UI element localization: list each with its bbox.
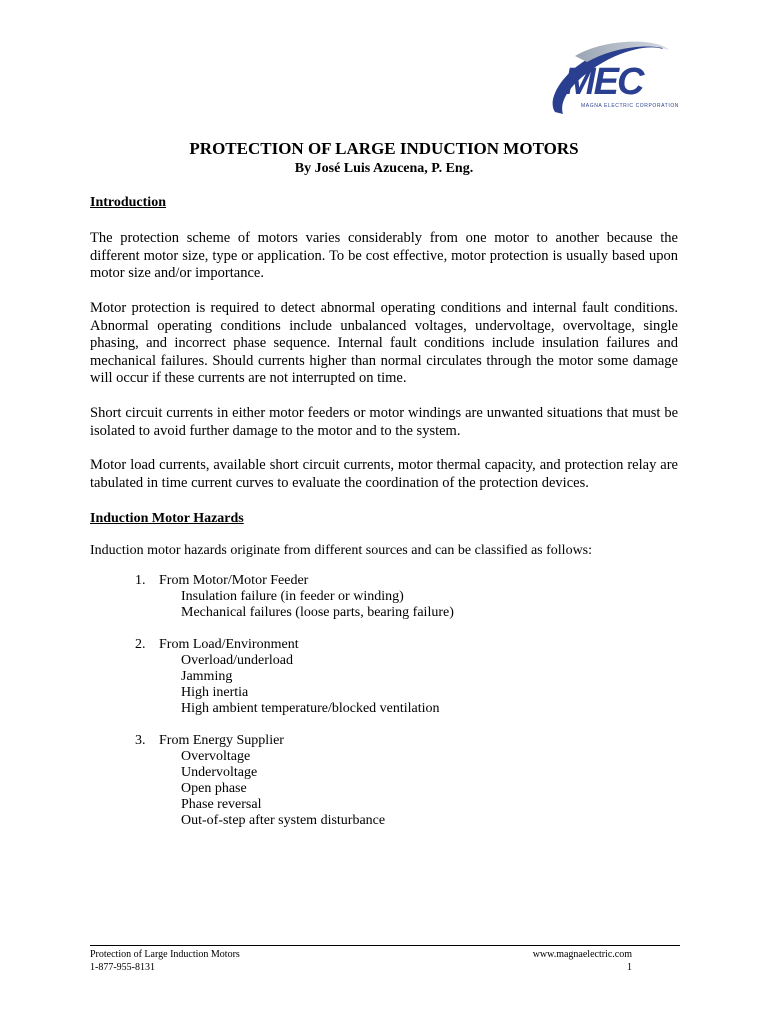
hazards-list <box>135 573 454 845</box>
introduction-heading: Introduction <box>90 195 166 210</box>
list-subitem: Overvoltage <box>181 749 251 764</box>
footer-phone: 1-877-955-8131 <box>90 962 155 973</box>
list-subitem: High inertia <box>181 685 249 700</box>
list-subitem: Open phase <box>181 781 247 796</box>
intro-paragraph-3: Short circuit currents in either motor feeders or motor windings are unwanted situations that must be isolated to avoid further damage to the motor and to the system. <box>90 405 678 439</box>
intro-paragraph-1: The protection scheme of motors varies considerably from one motor to another because the different motor size, type or application. To be cost effective, motor protection is usually based upon motor size and/or importance. <box>90 230 678 282</box>
list-subitem: Undervoltage <box>181 765 258 780</box>
list-label: From Energy Supplier <box>159 733 284 748</box>
list-item <box>135 573 454 621</box>
intro-paragraph-4: Motor load currents, available short circuit currents, motor thermal capacity, and protection relay are tabulated in time current curves to evaluate the coordination of the protection devices. <box>90 457 678 491</box>
list-item <box>135 637 454 717</box>
list-subitem: High ambient temperature/blocked ventilation <box>181 701 440 716</box>
page-number: 1 <box>627 962 632 973</box>
list-number: 3. <box>135 733 146 748</box>
list-subitem: Insulation failure (in feeder or winding) <box>181 589 404 604</box>
logo-subtitle: MAGNA ELECTRIC CORPORATION <box>581 103 680 109</box>
footer-website: www.magnaelectric.com <box>532 949 632 960</box>
hazards-heading: Induction Motor Hazards <box>90 511 244 526</box>
list-subitem: Phase reversal <box>181 797 262 812</box>
list-subitem: Overload/underload <box>181 653 293 668</box>
document-author: By José Luis Azucena, P. Eng. <box>294 161 474 176</box>
list-label: From Motor/Motor Feeder <box>159 573 309 588</box>
list-subitem: Mechanical failures (loose parts, bearing failure) <box>181 605 454 620</box>
footer-right <box>533 948 632 974</box>
footer-left <box>90 948 240 974</box>
footer-doc-title: Protection of Large Induction Motors <box>90 949 240 960</box>
hazards-intro: Induction motor hazards originate from different sources and can be classified as follows: <box>90 543 593 558</box>
intro-paragraph-2: Motor protection is required to detect abnormal operating conditions and internal fault conditions. Abnormal operating conditions include unbalanced voltages, undervoltage, overvoltage, single phasing, and incorrect phase sequence. Internal fault conditions include insulation failures and mechanical failures. Should currents higher than normal circulates through the motor some damage will occur if these currents are not interrupted on time. <box>90 300 678 387</box>
document-title: PROTECTION OF LARGE INDUCTION MOTORS <box>189 139 579 158</box>
footer-divider <box>90 945 680 946</box>
list-subitem: Jamming <box>181 669 233 684</box>
list-number: 2. <box>135 637 146 652</box>
logo-wordmark: MEC <box>564 61 643 103</box>
list-subitem: Out-of-step after system disturbance <box>181 813 386 828</box>
list-number: 1. <box>135 573 146 588</box>
list-label: From Load/Environment <box>159 637 299 652</box>
list-item <box>135 733 454 829</box>
company-logo <box>545 40 685 122</box>
